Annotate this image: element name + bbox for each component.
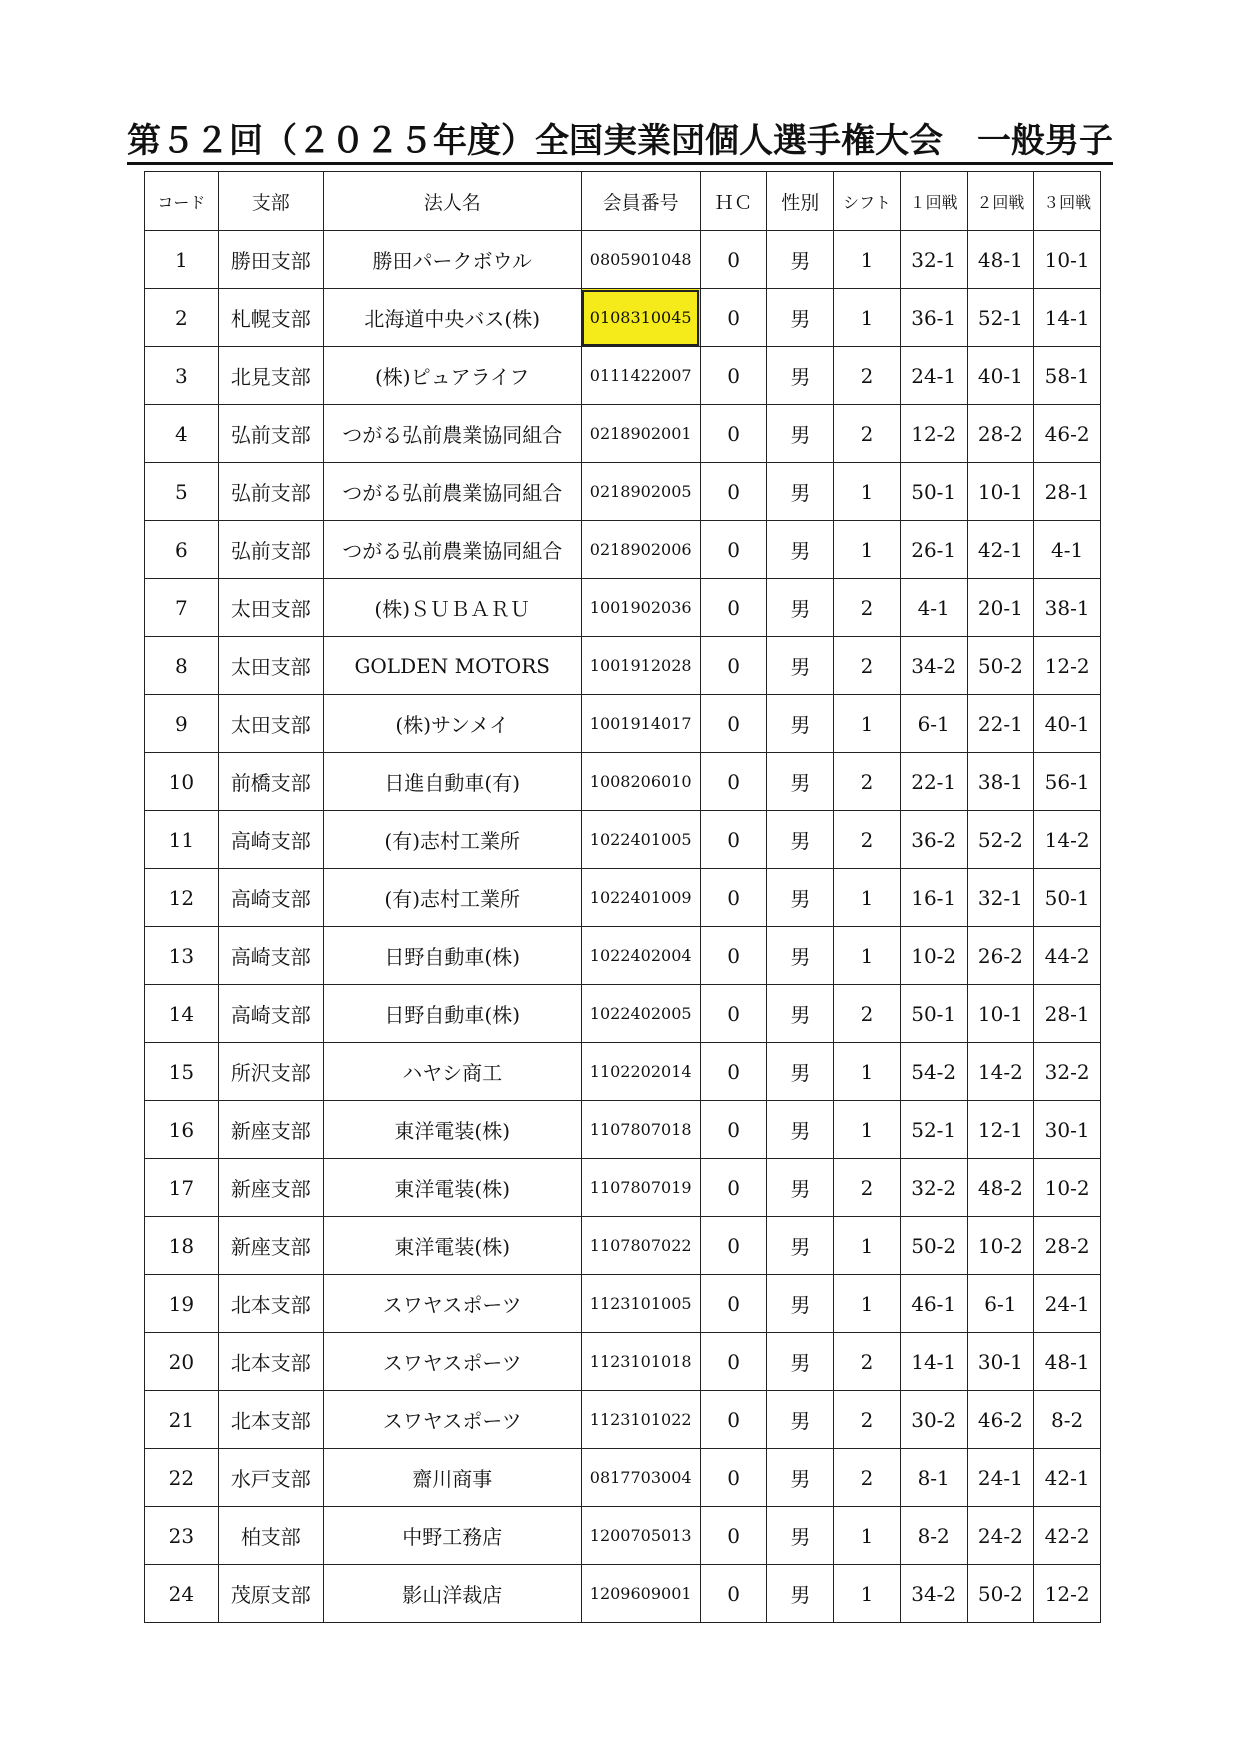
table-row xyxy=(145,637,1101,695)
cell-shift: 1 xyxy=(834,1275,901,1333)
cell-gender: 男 xyxy=(767,231,834,289)
cell-branch: 新座支部 xyxy=(218,1159,323,1217)
cell-shift: 1 xyxy=(834,231,901,289)
cell-gender: 男 xyxy=(767,811,834,869)
cell-round1: 46-1 xyxy=(900,1275,967,1333)
table-row xyxy=(145,985,1101,1043)
cell-round3: 58-1 xyxy=(1034,347,1101,405)
header-round3: ３回戦 xyxy=(1034,172,1101,231)
cell-company: GOLDEN MOTORS xyxy=(323,637,581,695)
cell-company: (株)ピュアライフ xyxy=(323,347,581,405)
table-row xyxy=(145,1217,1101,1275)
cell-round2: 12-1 xyxy=(967,1101,1034,1159)
cell-member-no: 1001902036 xyxy=(581,579,700,637)
cell-code: 5 xyxy=(145,463,219,521)
cell-round3: 28-1 xyxy=(1034,985,1101,1043)
cell-hc: 0 xyxy=(700,1565,767,1623)
cell-branch: 札幌支部 xyxy=(218,289,323,347)
cell-hc: 0 xyxy=(700,579,767,637)
cell-code: 21 xyxy=(145,1391,219,1449)
cell-round3: 38-1 xyxy=(1034,579,1101,637)
cell-code: 17 xyxy=(145,1159,219,1217)
table-row xyxy=(145,1159,1101,1217)
cell-member-no: 1001912028 xyxy=(581,637,700,695)
cell-code: 23 xyxy=(145,1507,219,1565)
cell-round1: 54-2 xyxy=(900,1043,967,1101)
cell-gender: 男 xyxy=(767,869,834,927)
cell-code: 7 xyxy=(145,579,219,637)
cell-company: 齋川商事 xyxy=(323,1449,581,1507)
cell-round3: 10-2 xyxy=(1034,1159,1101,1217)
cell-company: (有)志村工業所 xyxy=(323,811,581,869)
cell-hc: 0 xyxy=(700,869,767,927)
cell-round1: 34-2 xyxy=(900,1565,967,1623)
cell-code: 20 xyxy=(145,1333,219,1391)
cell-code: 10 xyxy=(145,753,219,811)
cell-company: 東洋電装(株) xyxy=(323,1217,581,1275)
cell-branch: 弘前支部 xyxy=(218,521,323,579)
cell-shift: 1 xyxy=(834,1565,901,1623)
cell-round2: 50-2 xyxy=(967,1565,1034,1623)
cell-gender: 男 xyxy=(767,1333,834,1391)
cell-code: 14 xyxy=(145,985,219,1043)
cell-round1: 6-1 xyxy=(900,695,967,753)
table-row xyxy=(145,1391,1101,1449)
header-round1: １回戦 xyxy=(900,172,967,231)
cell-round3: 40-1 xyxy=(1034,695,1101,753)
cell-company: 東洋電装(株) xyxy=(323,1101,581,1159)
cell-round3: 14-1 xyxy=(1034,289,1101,347)
cell-gender: 男 xyxy=(767,927,834,985)
cell-member-no: 1102202014 xyxy=(581,1043,700,1101)
cell-round3: 12-2 xyxy=(1034,637,1101,695)
cell-branch: 北見支部 xyxy=(218,347,323,405)
cell-round2: 52-1 xyxy=(967,289,1034,347)
cell-company: つがる弘前農業協同組合 xyxy=(323,405,581,463)
cell-gender: 男 xyxy=(767,521,834,579)
cell-branch: 勝田支部 xyxy=(218,231,323,289)
cell-code: 4 xyxy=(145,405,219,463)
cell-company: 日野自動車(株) xyxy=(323,927,581,985)
cell-gender: 男 xyxy=(767,289,834,347)
cell-code: 6 xyxy=(145,521,219,579)
cell-member-no: 0218902001 xyxy=(581,405,700,463)
cell-round3: 4-1 xyxy=(1034,521,1101,579)
cell-round1: 32-2 xyxy=(900,1159,967,1217)
cell-round3: 8-2 xyxy=(1034,1391,1101,1449)
cell-round2: 42-1 xyxy=(967,521,1034,579)
table-row xyxy=(145,1565,1101,1623)
table-row xyxy=(145,1449,1101,1507)
document-title-text: 第５２回（２０２５年度）全国実業団個人選手権大会 一般男子 xyxy=(127,121,1113,165)
cell-round2: 50-2 xyxy=(967,637,1034,695)
cell-member-no: 0218902005 xyxy=(581,463,700,521)
player-roster-table xyxy=(144,171,1101,1623)
cell-gender: 男 xyxy=(767,347,834,405)
cell-member-no: 1022402005 xyxy=(581,985,700,1043)
cell-round1: 36-2 xyxy=(900,811,967,869)
cell-round1: 50-1 xyxy=(900,985,967,1043)
cell-gender: 男 xyxy=(767,1159,834,1217)
cell-branch: 北本支部 xyxy=(218,1333,323,1391)
table-row xyxy=(145,579,1101,637)
table-row xyxy=(145,753,1101,811)
cell-company: 北海道中央バス(株) xyxy=(323,289,581,347)
cell-round1: 24-1 xyxy=(900,347,967,405)
cell-round2: 24-2 xyxy=(967,1507,1034,1565)
cell-shift: 2 xyxy=(834,753,901,811)
cell-hc: 0 xyxy=(700,231,767,289)
cell-branch: 新座支部 xyxy=(218,1217,323,1275)
cell-company: (株)サンメイ xyxy=(323,695,581,753)
table-row xyxy=(145,811,1101,869)
document-title xyxy=(0,118,1240,164)
cell-round2: 26-2 xyxy=(967,927,1034,985)
cell-shift: 2 xyxy=(834,1159,901,1217)
cell-round2: 24-1 xyxy=(967,1449,1034,1507)
cell-gender: 男 xyxy=(767,1449,834,1507)
cell-round3: 10-1 xyxy=(1034,231,1101,289)
cell-shift: 1 xyxy=(834,1507,901,1565)
cell-shift: 1 xyxy=(834,927,901,985)
cell-round2: 40-1 xyxy=(967,347,1034,405)
cell-branch: 新座支部 xyxy=(218,1101,323,1159)
cell-member-no: 1123101005 xyxy=(581,1275,700,1333)
cell-gender: 男 xyxy=(767,1101,834,1159)
cell-round2: 10-1 xyxy=(967,463,1034,521)
cell-shift: 2 xyxy=(834,347,901,405)
cell-round3: 28-2 xyxy=(1034,1217,1101,1275)
header-gender: 性別 xyxy=(767,172,834,231)
cell-round2: 30-1 xyxy=(967,1333,1034,1391)
table-row xyxy=(145,289,1101,347)
cell-gender: 男 xyxy=(767,637,834,695)
cell-shift: 1 xyxy=(834,289,901,347)
cell-company: 日進自動車(有) xyxy=(323,753,581,811)
cell-round3: 48-1 xyxy=(1034,1333,1101,1391)
cell-round3: 46-2 xyxy=(1034,405,1101,463)
cell-round2: 14-2 xyxy=(967,1043,1034,1101)
cell-shift: 1 xyxy=(834,869,901,927)
cell-gender: 男 xyxy=(767,463,834,521)
cell-hc: 0 xyxy=(700,811,767,869)
table-row xyxy=(145,521,1101,579)
cell-hc: 0 xyxy=(700,1333,767,1391)
cell-member-no: 1022401005 xyxy=(581,811,700,869)
cell-round1: 30-2 xyxy=(900,1391,967,1449)
cell-company: スワヤスポーツ xyxy=(323,1333,581,1391)
cell-hc: 0 xyxy=(700,927,767,985)
cell-member-no: 0817703004 xyxy=(581,1449,700,1507)
cell-hc: 0 xyxy=(700,695,767,753)
cell-shift: 1 xyxy=(834,1043,901,1101)
cell-round2: 46-2 xyxy=(967,1391,1034,1449)
cell-hc: 0 xyxy=(700,637,767,695)
cell-member-no: 1022402004 xyxy=(581,927,700,985)
cell-member-no: 1107807018 xyxy=(581,1101,700,1159)
cell-code: 19 xyxy=(145,1275,219,1333)
cell-branch: 弘前支部 xyxy=(218,463,323,521)
header-shift: シフト xyxy=(834,172,901,231)
header-row xyxy=(145,172,1101,231)
cell-branch: 高崎支部 xyxy=(218,811,323,869)
cell-round1: 32-1 xyxy=(900,231,967,289)
cell-gender: 男 xyxy=(767,985,834,1043)
cell-round3: 28-1 xyxy=(1034,463,1101,521)
cell-hc: 0 xyxy=(700,753,767,811)
header-company: 法人名 xyxy=(323,172,581,231)
cell-shift: 1 xyxy=(834,695,901,753)
cell-member-no: 0218902006 xyxy=(581,521,700,579)
cell-branch: 柏支部 xyxy=(218,1507,323,1565)
cell-round1: 10-2 xyxy=(900,927,967,985)
table-row xyxy=(145,1333,1101,1391)
cell-round2: 32-1 xyxy=(967,869,1034,927)
cell-hc: 0 xyxy=(700,1159,767,1217)
cell-gender: 男 xyxy=(767,579,834,637)
cell-company: 東洋電装(株) xyxy=(323,1159,581,1217)
cell-member-no: 1123101022 xyxy=(581,1391,700,1449)
cell-shift: 1 xyxy=(834,1217,901,1275)
cell-member-no: 0805901048 xyxy=(581,231,700,289)
cell-shift: 2 xyxy=(834,985,901,1043)
cell-gender: 男 xyxy=(767,1217,834,1275)
cell-hc: 0 xyxy=(700,347,767,405)
table-row xyxy=(145,1275,1101,1333)
header-hc: ＨＣ xyxy=(700,172,767,231)
cell-code: 13 xyxy=(145,927,219,985)
cell-shift: 1 xyxy=(834,463,901,521)
table-row xyxy=(145,1043,1101,1101)
cell-round1: 26-1 xyxy=(900,521,967,579)
cell-company: ハヤシ商工 xyxy=(323,1043,581,1101)
cell-round1: 8-1 xyxy=(900,1449,967,1507)
cell-gender: 男 xyxy=(767,1391,834,1449)
cell-round3: 24-1 xyxy=(1034,1275,1101,1333)
cell-round2: 10-2 xyxy=(967,1217,1034,1275)
cell-company: スワヤスポーツ xyxy=(323,1275,581,1333)
cell-round1: 4-1 xyxy=(900,579,967,637)
cell-company: 中野工務店 xyxy=(323,1507,581,1565)
cell-round2: 22-1 xyxy=(967,695,1034,753)
cell-member-no: 1022401009 xyxy=(581,869,700,927)
cell-round1: 34-2 xyxy=(900,637,967,695)
cell-code: 18 xyxy=(145,1217,219,1275)
cell-code: 12 xyxy=(145,869,219,927)
header-member-no: 会員番号 xyxy=(581,172,700,231)
cell-code: 16 xyxy=(145,1101,219,1159)
table-row xyxy=(145,231,1101,289)
cell-member-no: 1107807019 xyxy=(581,1159,700,1217)
cell-member-no: 0111422007 xyxy=(581,347,700,405)
cell-shift: 1 xyxy=(834,1101,901,1159)
cell-shift: 2 xyxy=(834,405,901,463)
cell-branch: 太田支部 xyxy=(218,637,323,695)
table-row xyxy=(145,405,1101,463)
table-row xyxy=(145,869,1101,927)
table-body xyxy=(145,231,1101,1623)
cell-round1: 16-1 xyxy=(900,869,967,927)
cell-code: 2 xyxy=(145,289,219,347)
cell-branch: 太田支部 xyxy=(218,579,323,637)
cell-hc: 0 xyxy=(700,1101,767,1159)
cell-round1: 50-2 xyxy=(900,1217,967,1275)
table-row xyxy=(145,927,1101,985)
cell-hc: 0 xyxy=(700,1391,767,1449)
cell-branch: 前橋支部 xyxy=(218,753,323,811)
cell-round2: 28-2 xyxy=(967,405,1034,463)
cell-hc: 0 xyxy=(700,1449,767,1507)
cell-branch: 高崎支部 xyxy=(218,927,323,985)
cell-branch: 茂原支部 xyxy=(218,1565,323,1623)
cell-shift: 2 xyxy=(834,811,901,869)
cell-code: 11 xyxy=(145,811,219,869)
cell-shift: 2 xyxy=(834,579,901,637)
cell-hc: 0 xyxy=(700,521,767,579)
cell-shift: 2 xyxy=(834,637,901,695)
cell-round2: 10-1 xyxy=(967,985,1034,1043)
table-header xyxy=(145,172,1101,231)
cell-gender: 男 xyxy=(767,1043,834,1101)
cell-gender: 男 xyxy=(767,1275,834,1333)
cell-branch: 北本支部 xyxy=(218,1275,323,1333)
cell-gender: 男 xyxy=(767,1507,834,1565)
cell-hc: 0 xyxy=(700,1043,767,1101)
cell-code: 24 xyxy=(145,1565,219,1623)
header-code: コード xyxy=(145,172,219,231)
cell-round3: 42-2 xyxy=(1034,1507,1101,1565)
cell-round2: 38-1 xyxy=(967,753,1034,811)
cell-company: スワヤスポーツ xyxy=(323,1391,581,1449)
cell-round1: 14-1 xyxy=(900,1333,967,1391)
cell-branch: 太田支部 xyxy=(218,695,323,753)
cell-code: 3 xyxy=(145,347,219,405)
cell-branch: 高崎支部 xyxy=(218,869,323,927)
cell-member-no: 1008206010 xyxy=(581,753,700,811)
cell-round3: 50-1 xyxy=(1034,869,1101,927)
cell-branch: 水戸支部 xyxy=(218,1449,323,1507)
cell-branch: 北本支部 xyxy=(218,1391,323,1449)
cell-round3: 12-2 xyxy=(1034,1565,1101,1623)
cell-code: 8 xyxy=(145,637,219,695)
cell-company: つがる弘前農業協同組合 xyxy=(323,521,581,579)
table-row xyxy=(145,1101,1101,1159)
cell-branch: 弘前支部 xyxy=(218,405,323,463)
cell-round2: 48-2 xyxy=(967,1159,1034,1217)
cell-round1: 50-1 xyxy=(900,463,967,521)
cell-hc: 0 xyxy=(700,405,767,463)
cell-hc: 0 xyxy=(700,1275,767,1333)
cell-round3: 44-2 xyxy=(1034,927,1101,985)
cell-round1: 52-1 xyxy=(900,1101,967,1159)
cell-member-no: 1209609001 xyxy=(581,1565,700,1623)
cell-round1: 36-1 xyxy=(900,289,967,347)
cell-branch: 高崎支部 xyxy=(218,985,323,1043)
cell-shift: 2 xyxy=(834,1333,901,1391)
table-row xyxy=(145,695,1101,753)
cell-round2: 6-1 xyxy=(967,1275,1034,1333)
cell-member-no: 1200705013 xyxy=(581,1507,700,1565)
cell-hc: 0 xyxy=(700,985,767,1043)
cell-round3: 42-1 xyxy=(1034,1449,1101,1507)
header-branch: 支部 xyxy=(218,172,323,231)
cell-code: 22 xyxy=(145,1449,219,1507)
cell-company: 影山洋裁店 xyxy=(323,1565,581,1623)
cell-member-no: 0108310045 xyxy=(581,289,700,347)
table-row xyxy=(145,463,1101,521)
cell-code: 9 xyxy=(145,695,219,753)
cell-company: つがる弘前農業協同組合 xyxy=(323,463,581,521)
table-row xyxy=(145,347,1101,405)
cell-branch: 所沢支部 xyxy=(218,1043,323,1101)
cell-round3: 32-2 xyxy=(1034,1043,1101,1101)
header-round2: ２回戦 xyxy=(967,172,1034,231)
cell-code: 15 xyxy=(145,1043,219,1101)
table-row xyxy=(145,1507,1101,1565)
cell-gender: 男 xyxy=(767,695,834,753)
cell-code: 1 xyxy=(145,231,219,289)
cell-round3: 30-1 xyxy=(1034,1101,1101,1159)
cell-gender: 男 xyxy=(767,1565,834,1623)
cell-round2: 48-1 xyxy=(967,231,1034,289)
cell-member-no: 1123101018 xyxy=(581,1333,700,1391)
cell-hc: 0 xyxy=(700,289,767,347)
cell-round3: 56-1 xyxy=(1034,753,1101,811)
cell-round1: 22-1 xyxy=(900,753,967,811)
cell-company: 日野自動車(株) xyxy=(323,985,581,1043)
cell-round2: 52-2 xyxy=(967,811,1034,869)
cell-hc: 0 xyxy=(700,463,767,521)
cell-hc: 0 xyxy=(700,1217,767,1275)
cell-shift: 1 xyxy=(834,521,901,579)
cell-member-no: 1001914017 xyxy=(581,695,700,753)
cell-company: 勝田パークボウル xyxy=(323,231,581,289)
cell-shift: 2 xyxy=(834,1391,901,1449)
cell-company: (有)志村工業所 xyxy=(323,869,581,927)
cell-round3: 14-2 xyxy=(1034,811,1101,869)
cell-member-no: 1107807022 xyxy=(581,1217,700,1275)
cell-hc: 0 xyxy=(700,1507,767,1565)
cell-shift: 2 xyxy=(834,1449,901,1507)
cell-round2: 20-1 xyxy=(967,579,1034,637)
cell-round1: 12-2 xyxy=(900,405,967,463)
cell-round1: 8-2 xyxy=(900,1507,967,1565)
cell-company: (株)ＳＵＢＡＲＵ xyxy=(323,579,581,637)
cell-gender: 男 xyxy=(767,753,834,811)
cell-gender: 男 xyxy=(767,405,834,463)
